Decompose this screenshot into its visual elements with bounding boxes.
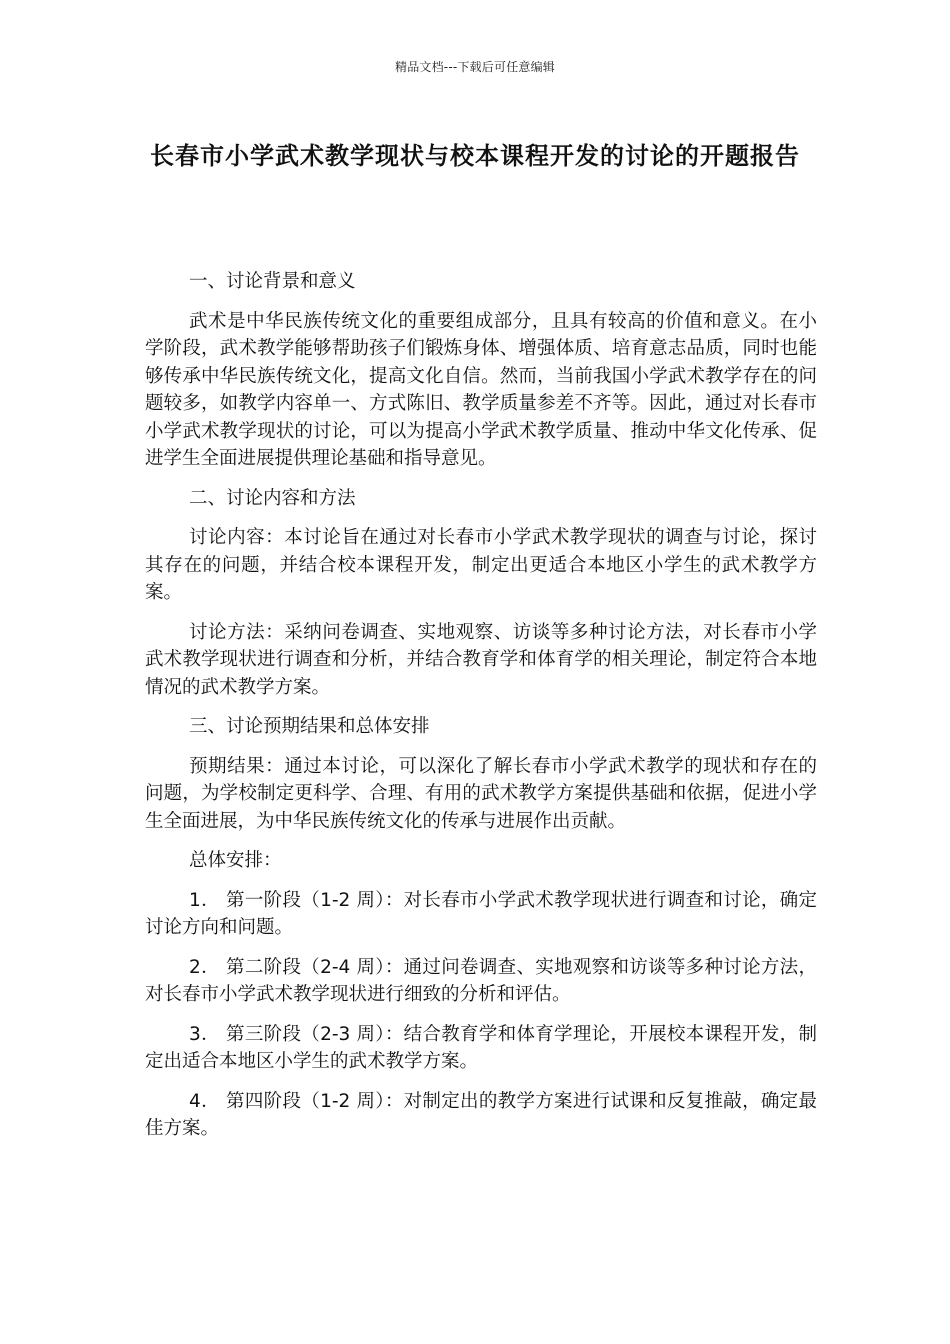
schedule-item-1: 1． 第一阶段（1-2 周）：对长春市小学武术教学现状进行调查和讨论，确定讨论方向和问题。 (145, 889, 817, 938)
section-heading-background: 一、讨论背景和意义 (189, 271, 356, 292)
paragraph-overall-schedule: 总体安排： (189, 850, 282, 871)
paragraph-content: 讨论内容：本讨论旨在通过对长春市小学武术教学现状的调查与讨论，探讨其存在的问题，并结合校本课程开发，制定出更适合本地区小学生的武术教学方案。 (145, 527, 817, 603)
paragraph-expected-results: 预期结果：通过本讨论，可以深化了解长春市小学武术教学的现状和存在的问题，为学校制定更科学、合理、有用的武术教学方案提供基础和依据，促进小学生全面进展，为中华民族传统文化的传承与进展作出贡献。 (145, 755, 817, 832)
section-heading-content-method: 二、讨论内容和方法 (189, 487, 356, 509)
schedule-item-3: 3． 第三阶段（2-3 周）：结合教育学和体育学理论，开展校本课程开发，制定出适合本地区小学生的武术教学方案。 (145, 1023, 817, 1072)
header-note: 精品文档---下载后可任意编辑 (395, 60, 555, 74)
paragraph-background: 武术是中华民族传统文化的重要组成部分，且具有较高的价值和意义。在小学阶段，武术教学能够帮助孩子们锻炼身体、增强体质、培育意志品质，同时也能够传承中华民族传统文化，提高文化自信。然而，当前我国小学武术教学存在的问题较多，如教学内容单一、方式陈旧、教学质量参差不齐等。因此，通过对长春市小学武术教学现状的讨论，可以为提高小学武术教学质量、推动中华文化传承、促进学生全面进展提供理论基础和指导意见。 (145, 310, 817, 469)
document-body (145, 268, 817, 1155)
schedule-item-2: 2． 第二阶段（2-4 周）：通过问卷调查、实地观察和访谈等多种讨论方法，对长春市小学武术教学现状进行细致的分析和评估。 (145, 956, 817, 1005)
document-title: 长春市小学武术教学现状与校本课程开发的讨论的开题报告 (150, 142, 800, 170)
section-heading-results-schedule: 三、讨论预期结果和总体安排 (189, 716, 430, 737)
paragraph-method: 讨论方法：采纳问卷调查、实地观察、访谈等多种讨论方法，对长春市小学武术教学现状进行调查和分析，并结合教育学和体育学的相关理论，制定符合本地情况的武术教学方案。 (145, 621, 817, 698)
schedule-item-4: 4． 第四阶段（1-2 周）：对制定出的教学方案进行试课和反复推敲，确定最佳方案。 (145, 1090, 817, 1139)
